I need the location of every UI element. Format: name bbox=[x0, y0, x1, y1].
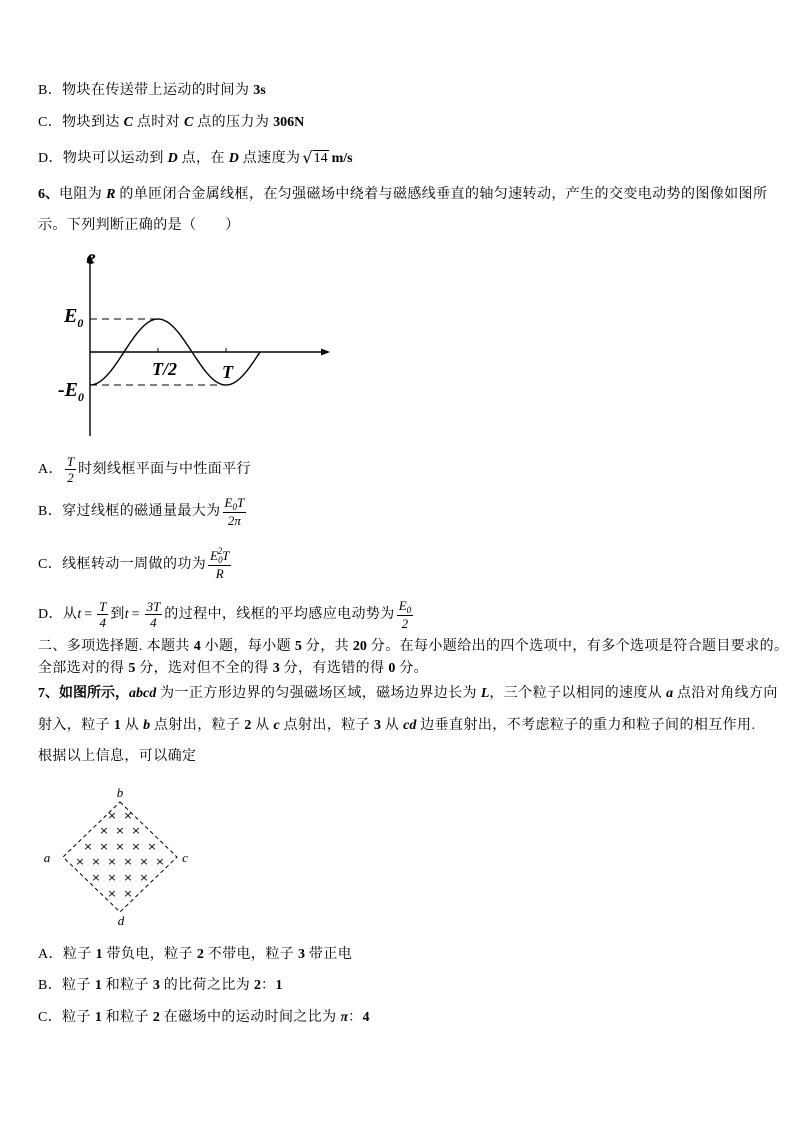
text-run: 3 bbox=[272, 661, 280, 676]
magnetic-field-cross: × bbox=[123, 871, 133, 884]
vertex-c-label: c bbox=[182, 850, 188, 865]
text-run: 2 bbox=[244, 718, 252, 733]
text-run: C．粒子 bbox=[38, 1010, 95, 1025]
speed-unit: m/s bbox=[331, 151, 353, 166]
emf-subscript: 0 bbox=[232, 502, 237, 513]
text-run: 带正电 bbox=[305, 947, 353, 962]
text-run: 物块到达 bbox=[62, 115, 124, 130]
text-run: 从 bbox=[251, 718, 274, 733]
text-run: B． bbox=[38, 83, 63, 98]
text-run: c bbox=[273, 718, 280, 733]
fraction-numerator bbox=[208, 548, 231, 566]
q6-option-c bbox=[38, 547, 233, 583]
text-run: R bbox=[106, 187, 116, 202]
text-run: 1 bbox=[95, 947, 103, 962]
magnetic-field-cross: × bbox=[91, 871, 101, 884]
text-run: 分。 bbox=[395, 661, 429, 676]
text-run: 4 bbox=[362, 1010, 370, 1025]
magnetic-field-cross: × bbox=[115, 824, 125, 837]
text-run: 不带电，粒子 bbox=[203, 947, 299, 962]
time-variable: t bbox=[77, 607, 82, 622]
q6-stem-line-1 bbox=[38, 185, 767, 205]
magnetic-field-cross: × bbox=[83, 840, 93, 853]
fraction-3t-over-4 bbox=[145, 599, 163, 630]
text-run: 7、如图所示， bbox=[38, 686, 129, 701]
sqrt-radicand: 14 bbox=[313, 151, 328, 166]
text-run: 和粒子 bbox=[101, 978, 153, 993]
emf-time-graph bbox=[50, 245, 340, 442]
equals-sign: = bbox=[84, 607, 93, 622]
emf-subscript: 0 bbox=[218, 555, 223, 566]
text-run: ： bbox=[348, 1010, 363, 1025]
trough-emf-symbol: -E bbox=[58, 379, 78, 401]
magnetic-field-cross: × bbox=[115, 840, 125, 853]
fraction-t-over-2 bbox=[65, 454, 76, 485]
magnetic-field-cross: × bbox=[107, 887, 117, 900]
text-run: 4 bbox=[193, 639, 201, 654]
text-run: 从 bbox=[380, 718, 404, 733]
magnetic-field-cross: × bbox=[131, 824, 141, 837]
text-run: 6、 bbox=[38, 187, 59, 202]
vertex-b-label: b bbox=[116, 785, 124, 800]
fraction-denominator: 2π bbox=[227, 513, 241, 529]
magnetic-field-cross: × bbox=[147, 840, 157, 853]
fraction-numerator bbox=[223, 495, 247, 513]
text-run: a bbox=[666, 686, 674, 701]
text-run: 2 bbox=[196, 947, 204, 962]
text-run: D bbox=[167, 151, 178, 166]
emf-symbol: E bbox=[210, 548, 219, 564]
vertex-a-label: a bbox=[43, 850, 51, 865]
text-run: 306N bbox=[273, 115, 305, 130]
fraction-denominator: 2 bbox=[67, 470, 74, 486]
option-text: 线框转动一周做的功为 bbox=[62, 557, 207, 572]
text-run: B．粒子 bbox=[38, 978, 95, 993]
text-run: 点沿对角线方向 bbox=[673, 686, 778, 701]
text-run: 点射出，粒子 bbox=[150, 718, 245, 733]
option-text: 到 bbox=[110, 607, 125, 622]
q7-stem-line-2 bbox=[38, 716, 755, 736]
text-run: 0 bbox=[388, 661, 396, 676]
emf-superscript: 2 bbox=[217, 546, 223, 557]
text-run: 1 bbox=[94, 1010, 102, 1025]
text-run: 点射出，粒子 bbox=[279, 718, 374, 733]
text-run: 1 bbox=[94, 978, 102, 993]
peak-emf-symbol: E bbox=[64, 305, 78, 327]
magnetic-field-cross: × bbox=[155, 855, 165, 868]
magnetic-field-cross: × bbox=[107, 855, 117, 868]
text-run: b bbox=[143, 718, 151, 733]
text-run: 1 bbox=[275, 978, 283, 993]
text-run: C bbox=[183, 115, 194, 130]
section2-instructions-line-2 bbox=[38, 659, 428, 679]
option-label: D． bbox=[38, 607, 63, 622]
text-run: 的单匝闭合金属线框，在匀强磁场中绕着与磁感线垂直的轴匀速转动，产生的交变电动势的图像如图所 bbox=[115, 187, 768, 202]
q7-stem-line-3 bbox=[38, 747, 196, 767]
text-run: 3 bbox=[152, 978, 160, 993]
magnetic-field-cross: × bbox=[91, 855, 101, 868]
text-run: 2 bbox=[254, 978, 262, 993]
q7-stem-line-1 bbox=[38, 684, 778, 704]
q6-option-a bbox=[38, 452, 251, 488]
text-run: 点速度为 bbox=[238, 151, 301, 166]
magnetic-field-cross: × bbox=[99, 824, 109, 837]
fraction-e0-over-2 bbox=[397, 598, 413, 631]
text-run: 3s bbox=[253, 83, 266, 98]
magnetic-field-cross: × bbox=[123, 887, 133, 900]
text-run: 物块在传送带上运动的时间为 bbox=[62, 83, 254, 98]
period-symbol: T bbox=[237, 495, 245, 511]
text-run: A．粒子 bbox=[38, 947, 96, 962]
section2-instructions-line-1 bbox=[38, 637, 788, 657]
text-run: 根据以上信息，可以确定 bbox=[38, 749, 197, 764]
magnetic-field-cross: × bbox=[123, 809, 133, 822]
text-run: 射入，粒子 bbox=[38, 718, 114, 733]
text-run: 分，选对但不全的得 bbox=[135, 661, 273, 676]
fraction-work bbox=[208, 548, 231, 581]
time-variable: t bbox=[124, 607, 129, 622]
text-run: 全部选对的得 bbox=[38, 661, 129, 676]
text-run: 电阻为 bbox=[59, 187, 107, 202]
fraction-numerator: 3T bbox=[146, 599, 161, 615]
trough-emf-label bbox=[58, 379, 84, 404]
fraction-flux bbox=[223, 495, 247, 528]
text-run: π bbox=[340, 1010, 349, 1025]
text-run: 物块可以运动到 bbox=[62, 151, 168, 166]
text-run: 为一正方形边界的匀强磁场区域，磁场边界边长为 bbox=[156, 686, 481, 701]
q5-option-d-lead bbox=[38, 151, 300, 166]
fraction-numerator: T bbox=[66, 454, 75, 470]
text-run: cd bbox=[403, 718, 417, 733]
option-label: C． bbox=[38, 557, 63, 572]
text-run: C． bbox=[38, 115, 63, 130]
text-run: 小题，每小题 bbox=[200, 639, 295, 654]
vertex-d-label: d bbox=[117, 913, 125, 928]
period-label: T bbox=[222, 362, 233, 382]
magnetic-field-cross: × bbox=[139, 855, 149, 868]
text-run: 分，有选错的得 bbox=[279, 661, 389, 676]
text-run: 示。下列判断正确的是（ ） bbox=[38, 218, 240, 233]
text-run: C bbox=[123, 115, 133, 130]
text-run: 5 bbox=[128, 661, 136, 676]
text-run: ： bbox=[261, 978, 276, 993]
magnetic-field-square-figure bbox=[30, 780, 202, 932]
fraction-denominator: 2 bbox=[401, 616, 409, 632]
magnetic-field-crosses bbox=[75, 809, 164, 900]
text-run: abcd bbox=[129, 686, 157, 701]
y-axis-label: e bbox=[86, 245, 96, 269]
q7-option-c bbox=[38, 1008, 370, 1028]
peak-emf-subscript: 0 bbox=[77, 316, 84, 330]
x-axis-arrow bbox=[321, 349, 330, 356]
text-run: 边垂直射出，不考虑粒子的重力和粒子间的相互作用. bbox=[416, 718, 756, 733]
q7-option-b bbox=[38, 976, 282, 996]
text-run: 在磁场中的运动时间之比为 bbox=[159, 1010, 341, 1025]
fraction-denominator: R bbox=[215, 566, 224, 582]
text-run: D． bbox=[38, 151, 63, 166]
text-run: 分。在每小题给出的四个选项中，有多个选项是符合题目要求的。 bbox=[366, 639, 789, 654]
equals-sign: = bbox=[131, 607, 140, 622]
text-run: D bbox=[228, 151, 239, 166]
text-run: 5 bbox=[294, 639, 302, 654]
text-run: 3 bbox=[373, 718, 381, 733]
text-run: 带负电，粒子 bbox=[102, 947, 197, 962]
option-text: 穿过线框的磁通量最大为 bbox=[62, 504, 221, 519]
q5-option-b bbox=[38, 81, 266, 101]
text-run: 从 bbox=[120, 718, 144, 733]
q6-option-d bbox=[38, 597, 415, 633]
magnetic-field-cross: × bbox=[75, 855, 85, 868]
text-run: 的比荷之比为 bbox=[159, 978, 255, 993]
half-period-label: T/2 bbox=[152, 359, 177, 379]
magnetic-field-cross: × bbox=[107, 809, 117, 822]
emf-subscript: 0 bbox=[406, 605, 412, 616]
peak-emf-label bbox=[63, 305, 83, 330]
option-text: 从 bbox=[62, 607, 78, 622]
text-run: 点的压力为 bbox=[193, 115, 274, 130]
q6-option-b bbox=[38, 494, 248, 530]
text-run: ，三个粒子以相同的速度从 bbox=[489, 686, 667, 701]
magnetic-field-cross: × bbox=[139, 871, 149, 884]
text-run: 1 bbox=[113, 718, 121, 733]
emf-symbol: E bbox=[398, 598, 407, 614]
text-run: 分，共 bbox=[301, 639, 353, 654]
option-label: B． bbox=[38, 504, 63, 519]
text-run: 3 bbox=[298, 947, 306, 962]
magnetic-field-cross: × bbox=[99, 840, 109, 853]
text-run: 20 bbox=[352, 639, 367, 654]
magnetic-field-cross: × bbox=[131, 840, 141, 853]
option-text: 的过程中，线框的平均感应电动势为 bbox=[164, 607, 395, 622]
period-symbol: T bbox=[222, 548, 230, 564]
text-run: 点时对 bbox=[132, 115, 184, 130]
fraction-t-over-4 bbox=[97, 599, 108, 630]
trough-emf-subscript: 0 bbox=[78, 390, 84, 404]
text-run: L bbox=[480, 686, 490, 701]
magnetic-field-cross: × bbox=[123, 855, 133, 868]
q7-option-a bbox=[38, 945, 352, 965]
emf-symbol: E bbox=[224, 495, 233, 511]
fraction-denominator: 4 bbox=[99, 615, 106, 631]
fraction-denominator: 4 bbox=[150, 615, 157, 631]
fraction-numerator: T bbox=[99, 599, 107, 615]
text-run: 点，在 bbox=[177, 151, 229, 166]
text-run: 2 bbox=[152, 1010, 160, 1025]
text-run: 和粒子 bbox=[101, 1010, 153, 1025]
q5-option-c bbox=[38, 113, 304, 133]
option-text: 时刻线框平面与中性面平行 bbox=[78, 462, 251, 477]
q5-option-d bbox=[38, 148, 353, 168]
fraction-numerator bbox=[397, 598, 413, 616]
text-run: 二、多项选择题. 本题共 bbox=[38, 639, 194, 654]
magnetic-field-cross: × bbox=[107, 871, 117, 884]
option-label: A． bbox=[38, 462, 63, 477]
q6-stem-line-2 bbox=[38, 216, 240, 236]
sqrt-symbol: √ bbox=[302, 148, 313, 167]
